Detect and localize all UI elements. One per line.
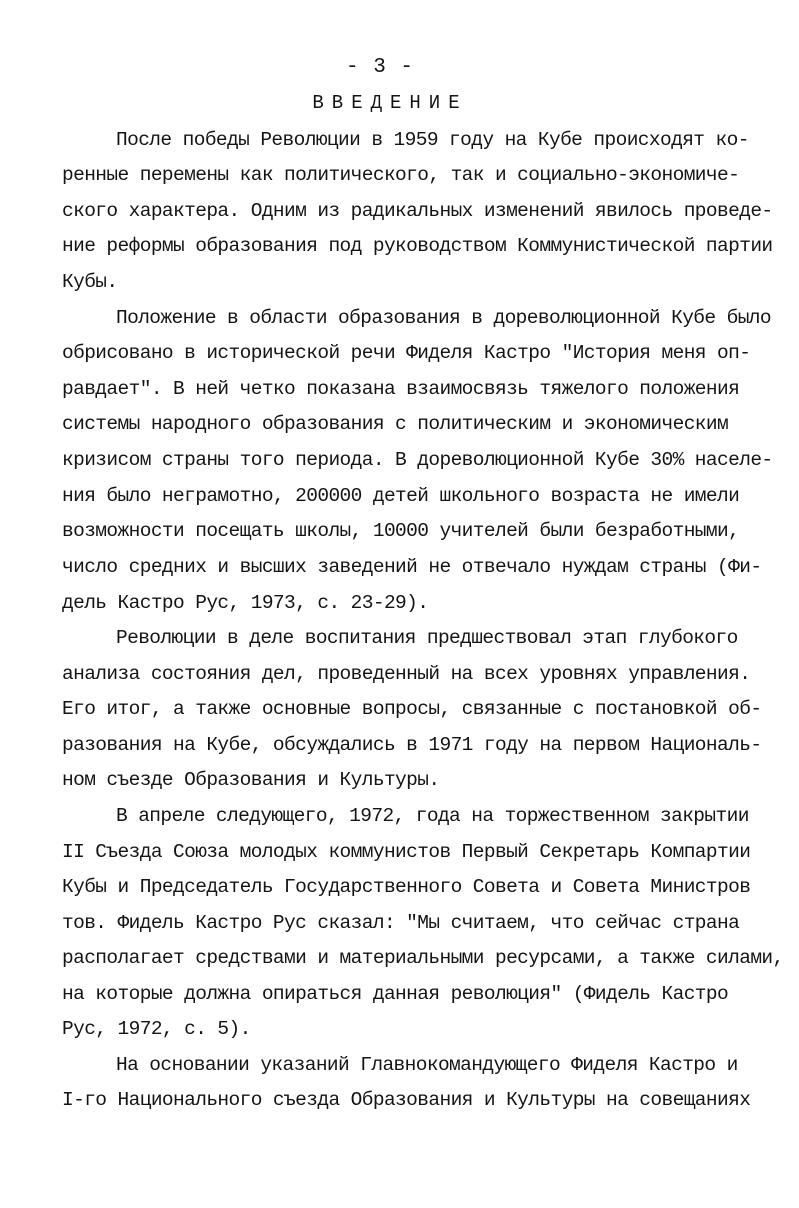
- text-line: дель Кастро Рус, 1973, с. 23-29).: [62, 592, 429, 614]
- text-line: I-го Национального съезда Образования и Культуры на совещаниях: [62, 1089, 751, 1111]
- text-line: тов. Фидель Кастро Рус сказал: "Мы считаем, что сейчас страна: [62, 912, 740, 934]
- text-line: равдает". В ней четко показана взаимосвязь тяжелого положения: [62, 378, 740, 400]
- text-line: Рус, 1972, с. 5).: [62, 1018, 251, 1040]
- text-line: возможности посещать школы, 10000 учителей были безработными,: [62, 520, 740, 542]
- text-line: ренные перемены как политического, так и социально-экономиче-: [62, 164, 740, 186]
- text-line: Кубы.: [62, 271, 118, 293]
- text-line: II Съезда Союза молодых коммунистов Первый Секретарь Компартии: [62, 841, 751, 863]
- text-line: ние реформы образования под руководством Коммунистической партии: [62, 235, 773, 257]
- text-line: системы народного образования с политическим и экономическим: [62, 413, 729, 435]
- text-line: Революции в деле воспитания предшествовал этап глубокого: [116, 627, 738, 649]
- text-line: обрисовано в исторической речи Фиделя Кастро "История меня оп-: [62, 342, 751, 364]
- section-heading: ВВЕДЕНИЕ: [312, 92, 468, 114]
- text-line: Положение в области образования в дореволюционной Кубе было: [116, 307, 772, 329]
- text-line: ского характера. Одним из радикальных изменений явилось проведе-: [62, 200, 773, 222]
- text-line: разования на Кубе, обсуждались в 1971 году на первом Националь-: [62, 734, 762, 756]
- text-line: Кубы и Председатель Государственного Совета и Совета Министров: [62, 876, 751, 898]
- text-line: После победы Революции в 1959 году на Кубе происходят ко-: [116, 129, 749, 151]
- text-line: Его итог, а также основные вопросы, связанные с постановкой об-: [62, 698, 762, 720]
- text-line: анализа состояния дел, проведенный на всех уровнях управления.: [62, 663, 751, 685]
- text-line: В апреле следующего, 1972, года на торжественном закрытии: [116, 805, 749, 827]
- text-line: кризисом страны того периода. В дореволюционной Кубе 30% населе-: [62, 449, 773, 471]
- text-line: На основании указаний Главнокомандующего Фиделя Кастро и: [116, 1054, 738, 1076]
- text-line: на которые должна опираться данная революция" (Фидель Кастро: [62, 983, 729, 1005]
- text-line: располагает средствами и материальными ресурсами, а также силами,: [62, 947, 784, 969]
- page-number: - 3 -: [345, 56, 414, 79]
- text-line: число средних и высших заведений не отвечало нуждам страны (Фи-: [62, 556, 762, 578]
- text-line: ном съезде Образования и Культуры.: [62, 769, 440, 791]
- text-line: ния было неграмотно, 200000 детей школьного возраста не имели: [62, 485, 740, 507]
